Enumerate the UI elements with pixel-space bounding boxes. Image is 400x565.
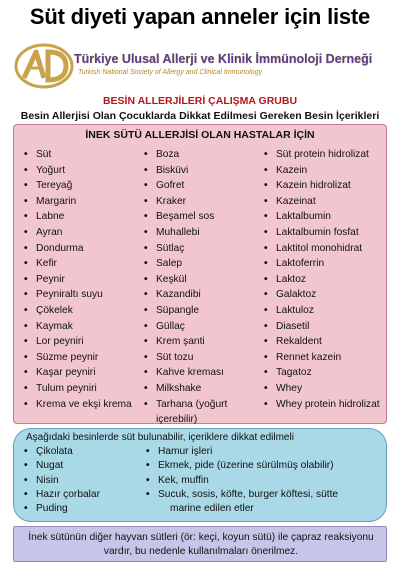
list-item: • Süt protein hidrolizat [262,147,386,163]
list-item: • Kaymak [22,319,140,335]
list-item: • Kahve kreması [142,365,262,381]
list-item: • Tulum peyniri [22,381,140,397]
working-group-title: BESİN ALLERJİLERİ ÇALIŞMA GRUBU [102,95,298,107]
list-item: • Sucuk, sosis, köfte, burger köftesi, sütte [144,488,384,502]
organization-name: Türkiye Ulusal Allerji ve Klinik İmmünoloji Derneği [74,52,373,66]
list-item: • Ayran [22,225,140,241]
list-item: • Peyniraltı suyu [22,287,140,303]
list-item: • Margarin [22,194,140,210]
list-item: • Krema ve ekşi krema [22,397,140,413]
milk-allergy-box [13,124,387,424]
list-item: • Süt tozu [142,350,262,366]
list-item: • Kaşar peyniri [22,365,140,381]
list-item: • Bisküvi [142,163,262,179]
list-item: • Laktoz [262,272,386,288]
cross-reaction-note: İnek sütünün diğer hayvan sütleri (ör: keçi, koyun sütü) ile çapraz reaksiyonu vardır, bu nedenle kullanılmaları önerilmez. [28,532,374,557]
milk-ingredients-column-3 [262,147,386,412]
list-item: • Ekmek, pide (üzerine sürülmüş olabilir) [144,459,384,473]
list-item: • Kazein [262,163,386,179]
list-item: • Kefir [22,256,140,272]
list-item: • Diasetil [262,319,386,335]
list-item: • Süt [22,147,140,163]
list-item: • Nisin [22,474,140,488]
list-item: • Peynir [22,272,140,288]
ad-logo-icon [14,42,74,90]
header-band [0,0,400,38]
list-item: • Kazandibi [142,287,262,303]
list-item: • Laktitol monohidrat [262,241,386,257]
list-item: • Hamur işleri [144,445,384,459]
list-item: • Güllaç [142,319,262,335]
may-contain-column-1 [22,445,140,516]
list-item: • Laktalbumin [262,209,386,225]
list-item: • Çikolata [22,445,140,459]
list-item: • Galaktoz [262,287,386,303]
milk-foods-column-1 [22,147,140,412]
list-item: • Gofret [142,178,262,194]
list-item: • Beşamel sos [142,209,262,225]
list-item: • Lor peyniri [22,334,140,350]
organization-name-english: Turkish National Society of Allergy and Clinical Immunology [78,69,263,76]
list-item: • Salep [142,256,262,272]
list-item: • Nugat [22,459,140,473]
page-title: Süt diyeti yapan anneler için liste [29,4,371,29]
list-item: • Puding [22,502,140,516]
list-item: • Süpangle [142,303,262,319]
list-item: • Laktalbumin fosfat [262,225,386,241]
milk-foods-column-2 [142,147,262,428]
list-item: • Yoğurt [22,163,140,179]
milk-allergy-title: İNEK SÜTÜ ALLERJİSİ OLAN HASTALAR İÇİN [85,129,315,141]
list-item-continuation: marine edilen etler [170,503,254,515]
list-item: • Dondurma [22,241,140,257]
list-item: • Sütlaç [142,241,262,257]
list-item: • Krem şanti [142,334,262,350]
list-item: • Süzme peynir [22,350,140,366]
list-item: • Boza [142,147,262,163]
list-item: • Milkshake [142,381,262,397]
list-item: • Kazein hidrolizat [262,178,386,194]
document-subtitle: Besin Allerjisi Olan Çocuklarda Dikkat Edilmesi Gereken Besin İçerikleri [20,110,380,122]
list-item: • Hazır çorbalar [22,488,140,502]
list-item: • Whey [262,381,386,397]
list-item: • Tagatoz [262,365,386,381]
organization-logo [14,42,74,90]
list-item: • Çökelek [22,303,140,319]
list-item: • Laktuloz [262,303,386,319]
list-item: • Kraker [142,194,262,210]
list-item: • Muhallebi [142,225,262,241]
list-item: • Kek, muffin [144,474,384,488]
list-item: • Whey protein hidrolizat [262,397,386,413]
list-item: • Rennet kazein [262,350,386,366]
list-item: • Labne [22,209,140,225]
list-item: • Laktoferrin [262,256,386,272]
may-contain-title: Aşağıdaki besinlerde süt bulunabilir, içeriklere dikkat edilmeli [26,432,294,443]
list-item: • Kazeinat [262,194,386,210]
may-contain-column-2 [144,445,384,516]
list-item: • Tarhana (yoğurt içerebilir) [142,397,262,428]
cross-reaction-note-box [13,526,387,562]
may-contain-milk-box [13,428,387,522]
list-item: • Rekaldent [262,334,386,350]
list-item: • Keşkül [142,272,262,288]
list-item: • Tereyağ [22,178,140,194]
